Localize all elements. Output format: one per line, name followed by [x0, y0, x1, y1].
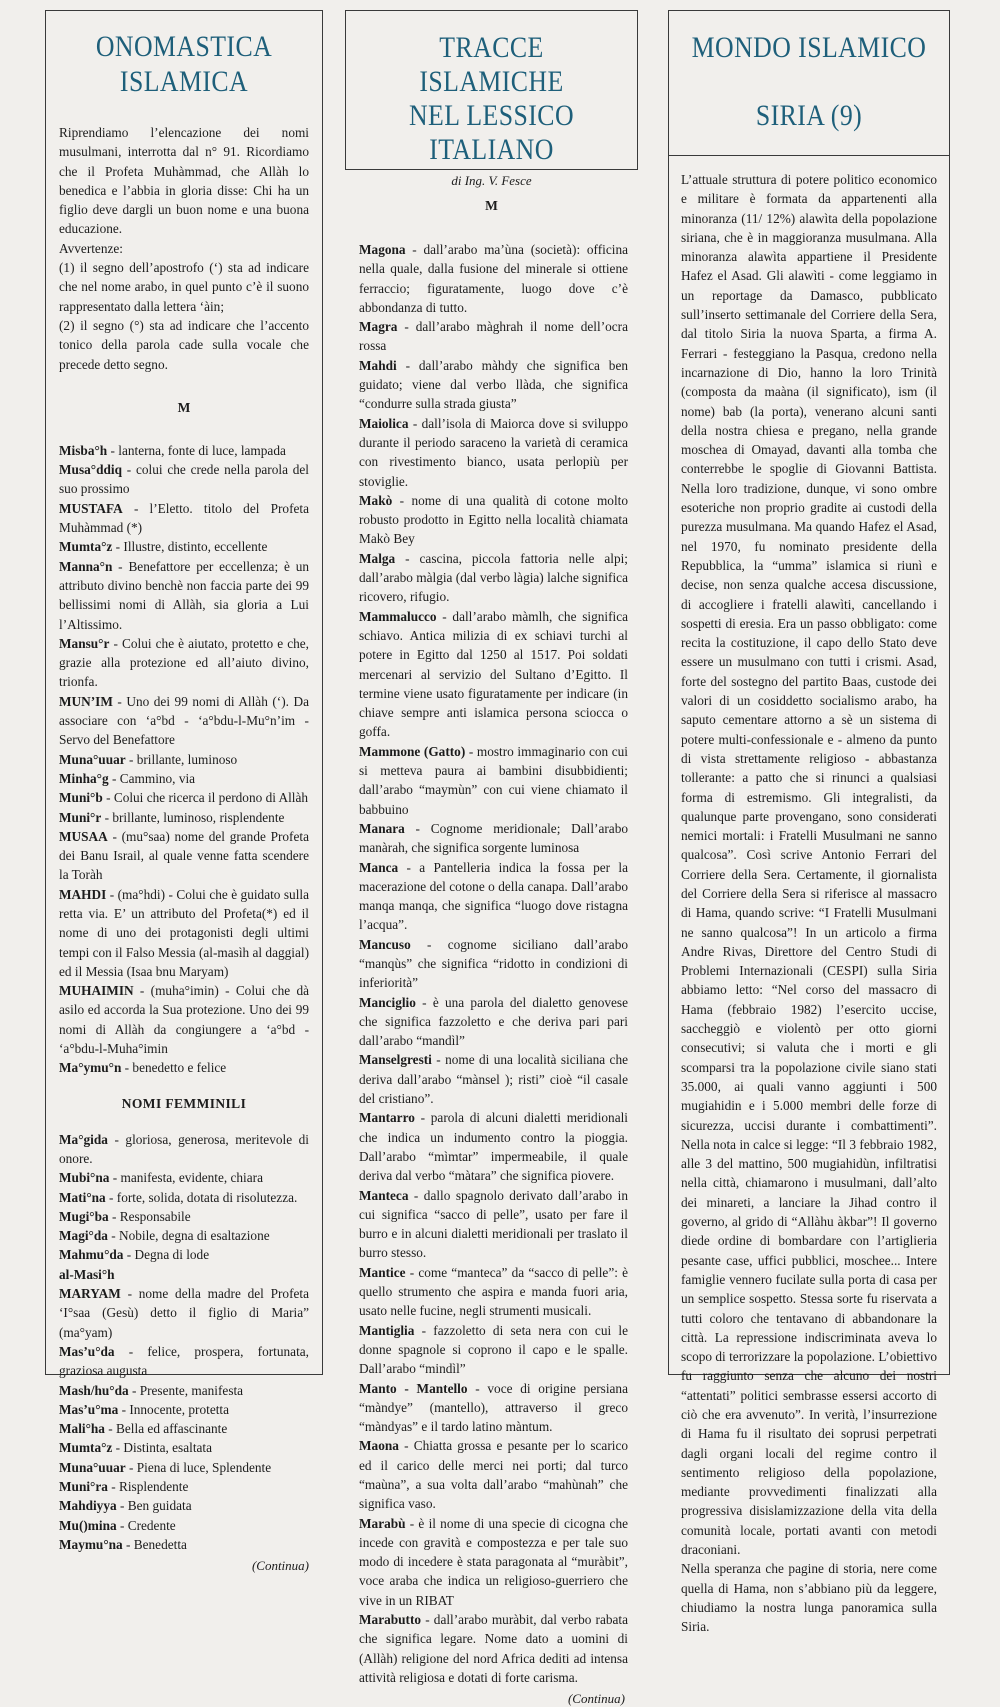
entry-term: Mumta°z [59, 539, 113, 555]
female-names-heading: NOMI FEMMINILI [121, 1095, 247, 1111]
entry-term: Maymu°na [59, 1536, 123, 1552]
entry-definition: - nome della madre del Profeta ‘I°saa (Gesù) detto il figlio di Maria” (ma°yam) [59, 1286, 309, 1340]
title-line-1: ONOMASTICA [95, 30, 273, 63]
entry [59, 750, 309, 769]
entry-term: Musa°ddiq [59, 462, 122, 478]
entry-term: MUN’IM [59, 693, 113, 709]
section-letter: M [177, 399, 191, 415]
title-line-3: ITALIANO [429, 133, 554, 166]
entry [359, 607, 628, 742]
mondo-title: MONDO ISLAMICO [691, 31, 927, 64]
entry-definition: - Benedetta [122, 1536, 187, 1552]
entry-term: Mahmu°da [59, 1247, 124, 1263]
entry-term: MAHDI [59, 886, 107, 902]
onomastica-title [65, 29, 302, 99]
entry [59, 1496, 309, 1515]
entry [59, 1535, 309, 1554]
entry [59, 981, 309, 1058]
entry [59, 1419, 309, 1438]
entry-term: Mantarro [359, 1110, 415, 1126]
entry-term: Ma°gida [59, 1131, 108, 1147]
entry-definition: - dall’arabo màghrah il nome dell’ocra rossa [359, 319, 628, 354]
entry-term: Ma°ymu°n [59, 1060, 122, 1076]
entry-definition: - Uno dei 99 nomi di Allàh (‘). Da associare con ‘a°bd - ‘a°bdu-l-Mu°n’im - Servo del Benefattore [59, 693, 309, 748]
entry-definition: - gloriosa, generosa, meritevole di onore. [59, 1131, 309, 1166]
entry-definition: - a Pantelleria indica la fossa per la macerazione del cotone o della canapa. Dall’arabo manqa manqa, che significa “luogo dove ristagna l’acqua”. [359, 859, 628, 933]
article-paragraph: Nella speranza che pagine di storia, nere come quella di Hama, non s’abbiano più da leggere, chiudiamo la nostra lunga panoramica sulla Siria. [681, 1561, 937, 1635]
entry-definition: - cascina, piccola fattoria nelle alpi; dall’arabo màlgia (dal verbo làgia) lalche significa ricovero, rifugio. [359, 550, 628, 605]
column-mondo-islamico [668, 10, 950, 1635]
entry [359, 1263, 628, 1321]
entry-definition: - brillante, luminoso [125, 751, 238, 767]
intro-paragraph: Riprendiamo l’elencazione dei nomi musulmani, interrotta dal n° 91. Ricordiamo che il Profeta Muhàmmad, che Allàh lo benedica e l’abbia in gloria disse: Chi ha un figlio deve dargli un buon nome e una buona educazione. [59, 125, 309, 237]
entry [59, 1284, 309, 1342]
entry-definition: - dallo spagnolo derivato dall’arabo in cui significa “sacco di pelle”, usato per fare il burro e in alcuni dialetti meridionali per traslato il burro stesso. [359, 1187, 628, 1261]
entry [59, 1058, 309, 1077]
tracce-title-box [345, 10, 638, 188]
entry [59, 1516, 309, 1535]
entry-definition: - dall’arabo ma’ùna (società): officina nella quale, dalla fusione del minerale si ottiene ferraccio; figuratamente, luogo dove c’è abbondanza di tutto. [359, 242, 628, 315]
entry-term: Mancuso [359, 936, 411, 952]
entry-term: Manna°n [59, 558, 113, 574]
entry-definition: - mostro immaginario con cui si metteva paura ai bambini disubbidienti; dall’arabo “maymùn” con cui viene chiamato il babbuino [359, 743, 628, 817]
entry [359, 858, 628, 935]
entry-definition: - Innocente, protetta [118, 1401, 230, 1417]
continued-note: (Continua) [251, 1558, 309, 1574]
entry-definition: - benedetto e felice [121, 1060, 227, 1076]
entry-term: Mantice [359, 1264, 406, 1280]
entry-definition: - colui che crede nella parola del suo prossimo [59, 462, 309, 497]
entry-term: Mu()mina [59, 1517, 117, 1533]
entry [359, 1050, 628, 1108]
tracce-title [366, 31, 616, 167]
entry-term: Muni°r [59, 809, 102, 825]
entry [359, 356, 628, 414]
section-letter: M [485, 198, 498, 213]
entry-term: Minha°g [59, 770, 109, 786]
entry-term: Mati°na [59, 1189, 106, 1205]
entry [59, 1265, 309, 1284]
entry-term: Malga [359, 550, 396, 566]
entry [59, 885, 309, 981]
entry-term: Mas’u°da [59, 1343, 115, 1359]
entry-term: Magra [359, 319, 398, 335]
entry-term: Manteca [359, 1187, 409, 1203]
entry-definition: - Chiatta grossa e pesante per lo scarico ed il carico delle merci nei porti; dal turco “maùna”, a sua volta dall’arabo “mahùnah” che significa vaso. [359, 1438, 628, 1512]
entry-term: MUHAIMIN [59, 983, 134, 999]
entry-term: Mugi°ba [59, 1208, 109, 1224]
intro-text [46, 123, 322, 374]
entry-definition: - è il nome di una specie di cicogna che incede con gravità e compostezza e per tale suo modo di incedere è stata paragonata al “muràbit”, voce araba che indica un religioso-guerriero che vive in un RIBAT [359, 1515, 628, 1608]
entry [359, 935, 628, 993]
entry-term: Mash/hu°da [59, 1382, 129, 1398]
entry-definition: - dall’arabo màhdy che significa ben guidato; viene dal verbo llàda, che significa “condurre sulla strada giusta” [359, 357, 628, 412]
article-body [669, 156, 949, 1637]
entry [359, 1379, 628, 1437]
entry-term: Mumta°z [59, 1440, 113, 1456]
entry-term: Muni°ra [59, 1479, 108, 1494]
title-line-2: NEL LESSICO [408, 99, 575, 132]
entry-term: Manciglio [359, 994, 416, 1010]
intro-paragraph: Avvertenze: [59, 240, 123, 256]
entry-term: Muna°uuar [59, 751, 126, 767]
entry-definition: - felice, prospera, fortunata, graziosa augusta [59, 1343, 309, 1379]
entry [59, 1188, 309, 1207]
entry-term: Maiolica [359, 415, 409, 431]
intro-paragraph: (1) il segno dell’apostrofo (‘) sta ad indicare che nel nome arabo, in quel punto c’è il suono rappresentato dalla lettera ‘àin; [59, 260, 309, 314]
entry [59, 769, 309, 788]
entry [59, 1130, 309, 1169]
entry-term: Muna°uuar [59, 1459, 126, 1475]
entry [59, 441, 309, 460]
entry-definition: - dall’arabo muràbit, dal verbo rabata che significa legare. Nome dato a uomini di (Allàh) religione del nord Africa dediti ad intensa attività religiosa e dotati di forte carisma. [359, 1612, 628, 1685]
entry-term: Mantiglia [359, 1322, 415, 1338]
entry-definition: - Colui che è aiutato, protetto e che, grazie alla protezione ed all’aiuto divino, trionfa. [59, 635, 309, 690]
entry-term: Maona [359, 1438, 399, 1454]
entry-definition: - cognome siciliano dall’arabo “manqùs” che significa “ridotto in condizioni di inferiorità” [359, 936, 628, 991]
entry-term: Mansu°r [59, 635, 110, 651]
entry-definition: - lanterna, fonte di luce, lampada [107, 442, 286, 458]
entry [59, 537, 309, 556]
entry-definition: - fazzoletto di seta nera con cui le donne spagnole si coprono il capo e le spalle. Dall’arabo “mindìl” [359, 1322, 628, 1377]
entry [59, 1400, 309, 1419]
entry-definition: - voce di origine persiana “màndye” (mantello), attraverso il greco “màndyas” e il tardo latino màntum. [359, 1380, 628, 1435]
column-onomastica [45, 10, 323, 1574]
entry-term: Manto - Mantello [359, 1380, 468, 1396]
entry-term: Mas’u°ma [59, 1401, 119, 1417]
column-tracce [345, 10, 638, 1707]
entry-definition: - Piena di luce, Splendente [125, 1459, 272, 1475]
entry [359, 1436, 628, 1513]
entry-term: MARYAM [59, 1286, 121, 1302]
entry-definition: - (ma°hdi) - Colui che è guidato sulla retta via. E’ un attributo del Profeta(*) ed il nome di uno dei protagonisti degli ultimi tempi con il Falso Messia (al-masìh al daggial) ed il Messia (Isaa bnu Maryam) [59, 886, 309, 979]
entry [359, 1321, 628, 1379]
mondo-title-box [669, 11, 949, 156]
entry-definition: - manifesta, evidente, chiara [109, 1170, 263, 1186]
entry-term: Mahdiyya [59, 1498, 117, 1514]
continued-note: (Continua) [567, 1691, 625, 1707]
author-byline: di Ing. V. Fesce [451, 173, 532, 188]
entry-definition: - Distinta, esaltata [112, 1440, 213, 1456]
entry [359, 1610, 628, 1687]
entry-term: Manca [359, 859, 399, 875]
entry [359, 240, 628, 317]
entry-definition: - Presente, manifesta [128, 1382, 244, 1398]
entry-definition: - Nobile, degna di esaltazione [107, 1228, 270, 1244]
entry [59, 557, 309, 634]
entry [59, 808, 309, 827]
entry-definition: - l’Eletto. titolo del Profeta Muhàmmad (*) [59, 500, 309, 536]
entry-definition: - Ben guidata [116, 1498, 192, 1514]
entry-term: Mammone (Gatto) [359, 743, 466, 759]
entry [359, 1514, 628, 1610]
entry-definition: - dall’arabo màmlh, che significa schiavo. Antica milizia di ex schiavi turchi al potere in Egitto dal 1250 al 1517. Poi soldati mercenari al servizio del Sultano d’Egitto. Il termine viene usato figuratamente per indicare (in chiave sempre anti islamica persona sciocca o goffa. [359, 608, 628, 740]
entry-term: Marabutto [359, 1612, 422, 1628]
entry-term: MUSTAFA [59, 500, 123, 516]
entry [359, 549, 628, 607]
entry-definition: - (muha°imin) - Colui che dà asilo ed accorda la Sua protezione. Uno dei 99 nomi di Allàh da congiungere a ‘a°bd - ‘a°bdu-l-Muha°imin [59, 983, 309, 1057]
title-line-1: TRACCE ISLAMICHE [419, 31, 564, 98]
entry [59, 499, 309, 538]
entry [59, 1207, 309, 1226]
entry [59, 1381, 309, 1400]
entry [59, 1477, 309, 1496]
entry-term: Manara [359, 820, 405, 836]
entry-term: Mammalucco [359, 608, 437, 624]
entry [59, 634, 309, 692]
entry-term: al-Masi°h [59, 1266, 115, 1282]
entry-definition: - Benefattore per eccellenza; è un attributo divino benchè non faccia parte dei 99 bellissimi nomi di Allàh, sia gloria a Lui l’Altissimo. [59, 558, 309, 632]
entry-term: Magi°da [59, 1228, 108, 1244]
entry-definition: - Illustre, distinto, eccellente [112, 539, 268, 555]
entry [359, 414, 628, 491]
entry-definition: - dall’isola di Maiorca dove si sviluppo durante il periodo saraceno la varietà di ceramica con rivestimento bianco, usata perlopiù per stoviglie. [359, 415, 628, 489]
intro-paragraph: (2) il segno (°) sta ad indicare che l’accento tonico della parola cade sulla vocale che precede detto segno. [59, 317, 309, 372]
title-line-2: ISLAMICA [119, 65, 249, 98]
entry-definition: - Risplendente [107, 1479, 189, 1494]
entry-definition: - (mu°saa) nome del grande Profeta dei Banu Israil, al quale venne fatta scendere la Toràh [59, 828, 309, 883]
entry-definition: - nome di una località siciliana che deriva dall’arabo “mànsel ); risti” cioè “il casale del cristiano”. [359, 1052, 628, 1107]
entry-definition: - forte, solida, dotata di risolutezza. [105, 1189, 298, 1205]
entry-definition: - come “manteca” da “sacco di pelle”: è quello strumento che aspira e manda fuori aria, usato nelle fucine, negli strumenti musicali. [359, 1264, 628, 1319]
female-names-list [46, 1130, 322, 1555]
entry [359, 491, 628, 549]
entry-term: Mahdi [359, 357, 397, 373]
entry [59, 1342, 309, 1381]
entry [59, 1226, 309, 1245]
entry-term: Makò [359, 492, 393, 508]
entry [359, 1186, 628, 1263]
entry-definition: - parola di alcuni dialetti meridionali che indica un indumento contro la pioggia. Dall’arabo “mìmtar” impermeabile, il quale deriva dal verbo “màtara” che significa piovere. [359, 1110, 628, 1184]
entry-term: Magona [359, 242, 406, 257]
entry [359, 993, 628, 1051]
entry-term: Mali°ha [59, 1421, 105, 1437]
entry-term: Manselgresti [359, 1052, 432, 1068]
entry [59, 460, 309, 499]
entry-definition: - Bella ed affascinante [104, 1421, 228, 1437]
entry-definition: - Degna di lode [123, 1247, 210, 1263]
entry [59, 1168, 309, 1187]
lexicon-list [345, 240, 638, 1687]
entry-term: Marabù [359, 1515, 406, 1531]
entry [59, 692, 309, 750]
entry [59, 1458, 309, 1477]
entry [359, 1108, 628, 1185]
entry-definition: - Cammino, via [108, 770, 196, 786]
siria-title: SIRIA (9) [755, 99, 863, 132]
entry-term: Muni°b [59, 790, 103, 806]
entry [59, 1245, 309, 1264]
male-names-list [46, 441, 322, 1078]
entry [359, 317, 628, 356]
entry-definition: - brillante, luminoso, risplendente [101, 809, 285, 825]
entry-definition: - Credente [116, 1517, 176, 1533]
entry [59, 788, 309, 807]
entry [59, 827, 309, 885]
entry-term: MUSAA [59, 828, 108, 844]
entry [359, 742, 628, 819]
entry-definition: - nome di una qualità di cotone molto robusto prodotto in Egitto nella località chiamata Makò Bey [359, 492, 628, 547]
entry [59, 1438, 309, 1457]
entry-definition: - Cognome meridionale; Dall’arabo manàrah, che significa sorgente luminosa [359, 820, 628, 856]
entry-term: Misba°h [59, 442, 108, 458]
entry-term: Mubi°na [59, 1170, 110, 1186]
entry [359, 819, 628, 858]
entry-definition: - è una parola del dialetto genovese che significa fazzoletto e che deriva pari pari dall’arabo “mandìl” [359, 994, 628, 1049]
entry-definition: - Colui che ricerca il perdono di Allàh [102, 790, 309, 806]
entry-definition: - Responsabile [108, 1208, 191, 1224]
article-paragraph: L’attuale struttura di potere politico economico e militare è formata da appartenenti alla minoranza (11/ 12%) alawìta della popolazione siriana, che è in maggioranza musulmana. Alla minoranza alawìta appartiene il Presidente Hafez el Asad. Gli alawìti - come leggiamo in un reportage da Damasco, pubblicato sull’inserto settimanale del Corriere della Sera, dal titolo Siria la nuova Sparta, a firma A. Ferrari - festeggiano la Pasqua, credono nella incarnazione di Dio, hanno la loro Trinità (composta da maàna (il significato), ism (il nome) bab (la porta), venerano alcuni santi della nostra chiesa e pregano, nella grande moschea di Omayad, davanti alla tomba che conterrebbe le spoglie di Giovanni Battista. Nella loro tradizione, dunque, vi sono ombre esoteriche non proprio gradite ai custodi della purezza musulmana. Ma quando Hafez el Asad, nel 1970, fu nominato presidente della Repubblica, la “umma” islamica si riunì e decise, non senza qualche accesa discussione, di accogliere i fratelli alawìti, cancellando i sospetti di eresia. Era un passo obbligato: come recita la costituzione, il capo dello Stato deve essere un musulmano con tutti i crismi. Asad, forte del sostegno del partito Baas, custode dei valori di un cosiddetto socialismo arabo, ha saputo cementare attorno a sè un sistema di potere multi-confessionale e - almeno da punto di vista strettamente religioso - abbastanza tollerante: a patto che si rinunci a qualsiasi forma di estremismo. Gli integralisti, da qualunque parte provengano, sono considerati nemici mortali: i Fratelli Musulmani ne sanno qualcosa”. Così scrive Antonio Ferrari del Corriere della Sera. Certamente, il giornalista del Corriere della Sera si riferisce al massacro di Hama, quando scrive: “I Fratelli Musulmani ne sanno qualcosa”! In un articolo a firma Andre Rivas, Direttore del Centro Studi di Problemi Internazionali (CESPI) sulla Siria abbiamo letto: “Nel corso del massacro di Hama (febbraio 1982) l’esercito uccise, saccheggiò e violentò per otto giorni consecutivi; si valuta che i morti e gli scomparsi tra la popolazione civile siano stati 35.000, ai quali vanno aggiunti i 500 mugiahidin e i 5.000 membri delle forze di sicurezza, uccisi durante i combattimenti”. Nella nota in calce si legge: “Il 3 febbraio 1982, alle 3 del mattino, 500 mugiahidùn, infiltratisi nella città, chiamarono i musulmani, dall’alto dei minareti, a lanciare la Jihad contro il governo, al grido di “Allàhu àkbar”! Il governo diede ordine di bombardare con l’artiglieria pesante case, uffici pubblici, moschee... Intere famiglie vennero fucilate sulla porta di casa per un semplice sospetto. Stessa sorte fu riservata a tutti coloro che tentavano di abbandonare la città. La repressione indiscriminata aveva lo scopo di terrorizzare la popolazione. L’obiettivo fu raggiunto senza che alcuno dei nostri “attentati” politici sembrasse essersi accorto di ciò che era avvenuto”. In verità, l’insurrezione di Hama fu il risultato dei soprusi perpetrati dagli organi locali del regime contro il sentimento religioso della popolazione, mediante provvedimenti finalizzati alla progressiva disislamizzazione della vita della comunità locale, portati avanti con metodi draconiani. [681, 172, 937, 1558]
